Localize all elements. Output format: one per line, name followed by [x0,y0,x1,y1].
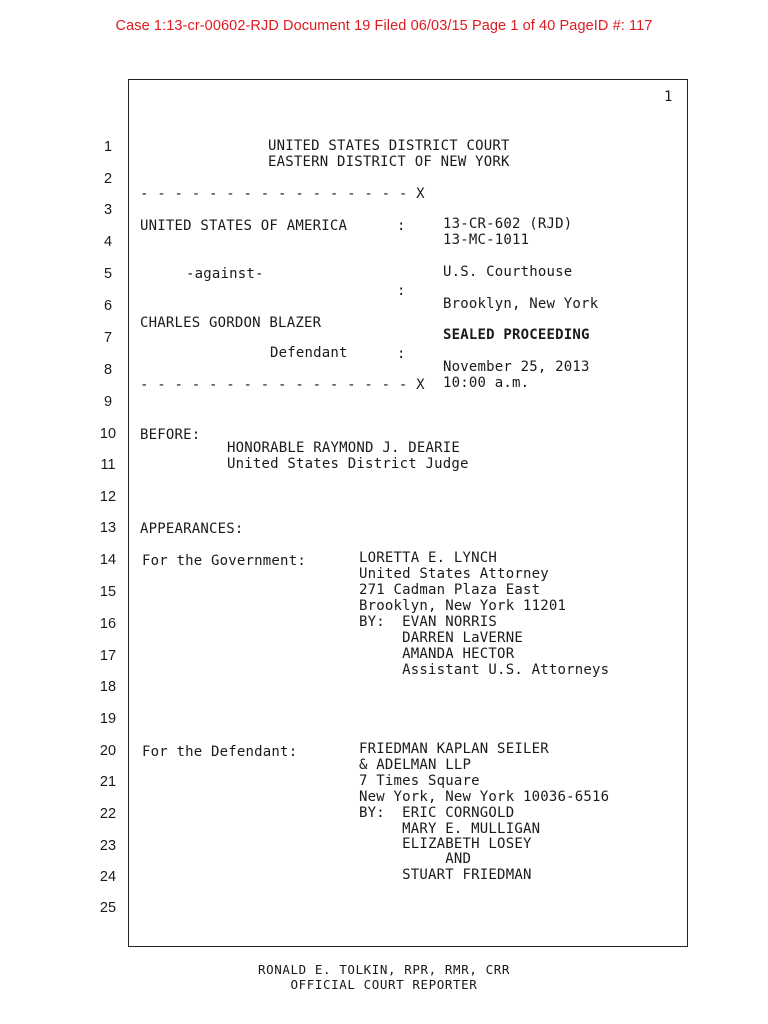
court-reporter-name: RONALD E. TOLKIN, RPR, RMR, CRR [258,962,510,977]
line-number: 17 [99,648,117,664]
line-number: 12 [99,489,117,505]
case-number-secondary: 13-MC-1011 [443,232,530,248]
courthouse-city: Brooklyn, New York [443,296,599,312]
caption-colon: : [397,218,406,234]
defendant-counsel-line: STUART FRIEDMAN [359,867,532,883]
caption-dash-line-bottom: - - - - - - - - - - - - - - - - X [140,377,425,393]
caption-colon: : [397,346,406,362]
defendant-counsel-label: For the Defendant: [142,744,298,760]
defendant-counsel-line: ELIZABETH LOSEY [359,836,532,852]
line-number: 2 [103,171,113,187]
against-label: -against- [186,266,264,282]
line-number: 23 [99,838,117,854]
government-counsel-line: BY: EVAN NORRIS [359,614,498,630]
government-counsel-line: AMANDA HECTOR [359,646,515,662]
court-district: EASTERN DISTRICT OF NEW YORK [268,154,510,170]
line-number: 22 [99,806,117,822]
government-counsel-line: 271 Cadman Plaza East [359,582,541,598]
defendant-counsel-line: FRIEDMAN KAPLAN SEILER [359,741,549,757]
line-number: 10 [99,426,117,442]
defendant-counsel-line: BY: ERIC CORNGOLD [359,805,515,821]
page-number: 1 [664,89,673,105]
defendant-counsel-line: & ADELMAN LLP [359,757,472,773]
sealed-proceeding-label: SEALED PROCEEDING [443,327,590,343]
courthouse-location: U.S. Courthouse [443,264,573,280]
case-number-primary: 13-CR-602 (RJD) [443,216,573,232]
line-number: 6 [103,298,113,314]
government-label: For the Government: [142,553,306,569]
line-number: 16 [99,616,117,632]
court-name: UNITED STATES DISTRICT COURT [268,138,510,154]
caption-colon: : [397,283,406,299]
court-reporter-title: OFFICIAL COURT REPORTER [290,977,478,992]
line-number: 20 [99,743,117,759]
line-number: 24 [99,869,117,885]
government-counsel-line: Assistant U.S. Attorneys [359,662,610,678]
before-label: BEFORE: [140,427,201,443]
line-number: 25 [99,900,117,916]
defendant-counsel-line: AND [359,851,472,867]
government-counsel-line: United States Attorney [359,566,549,582]
line-number: 7 [103,330,113,346]
line-number: 19 [99,711,117,727]
line-number: 15 [99,584,117,600]
defendant-counsel-line: 7 Times Square [359,773,480,789]
defendant-name: CHARLES GORDON BLAZER [140,315,322,331]
judge-title: United States District Judge [227,456,469,472]
defendant-counsel-line: MARY E. MULLIGAN [359,821,541,837]
line-number: 9 [103,394,113,410]
line-number: 4 [103,234,113,250]
appearances-label: APPEARANCES: [140,521,244,537]
proceeding-date: November 25, 2013 [443,359,590,375]
line-number: 13 [99,520,117,536]
case-header: Case 1:13-cr-00602-RJD Document 19 Filed 06/03/15 Page 1 of 40 PageID #: 117 [115,18,653,34]
line-number: 3 [103,202,113,218]
defendant-counsel-line: New York, New York 10036-6516 [359,789,610,805]
line-number: 1 [103,139,113,155]
line-number: 11 [100,457,116,473]
government-counsel-line: DARREN LaVERNE [359,630,523,646]
government-counsel-line: Brooklyn, New York 11201 [359,598,567,614]
defendant-label: Defendant [270,345,348,361]
line-number: 18 [99,679,117,695]
line-number: 8 [103,362,113,378]
government-counsel-line: LORETTA E. LYNCH [359,550,498,566]
line-number: 5 [103,266,113,282]
plaintiff-name: UNITED STATES OF AMERICA [140,218,348,234]
line-number: 21 [99,774,117,790]
line-number: 14 [99,552,117,568]
judge-name: HONORABLE RAYMOND J. DEARIE [227,440,460,456]
caption-dash-line-top: - - - - - - - - - - - - - - - - X [140,186,425,202]
proceeding-time: 10:00 a.m. [443,375,530,391]
